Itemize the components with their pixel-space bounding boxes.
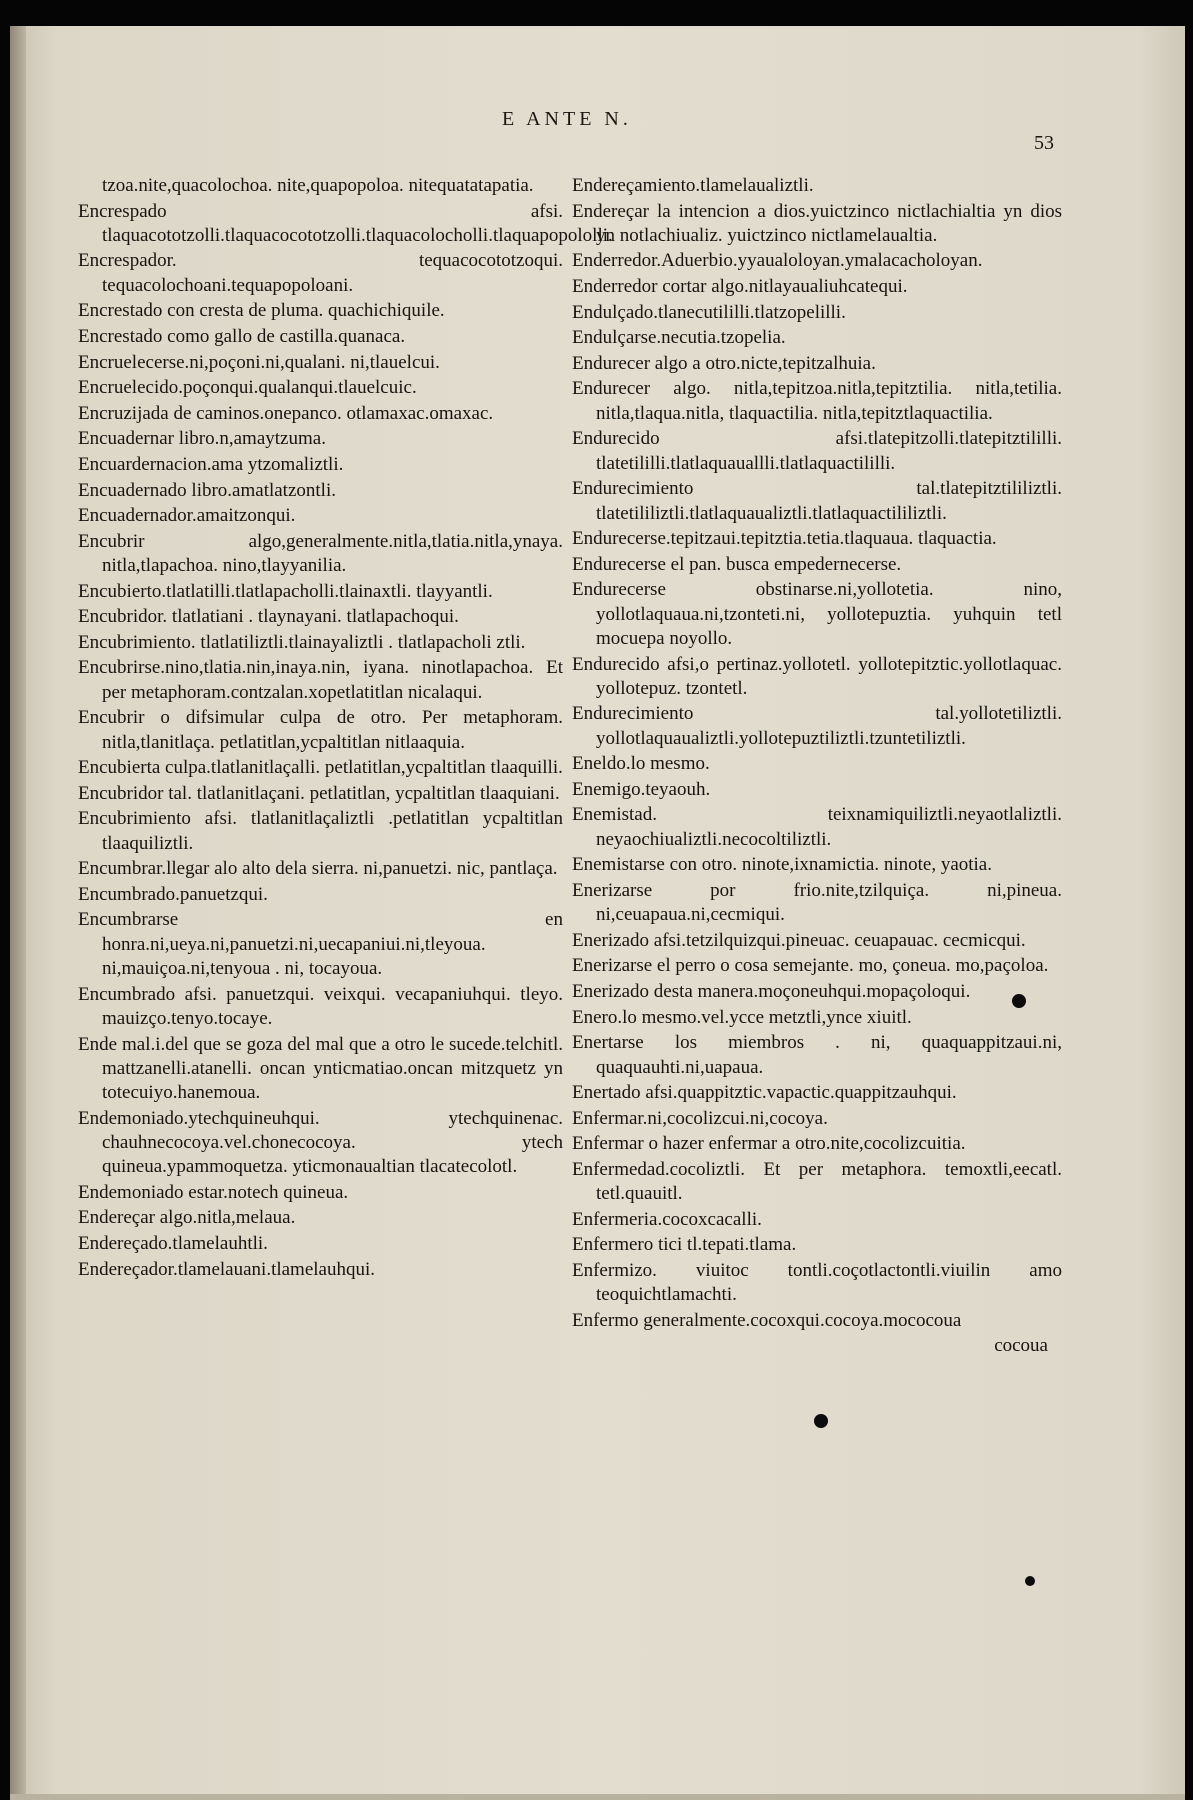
dictionary-entry: Enfermar.ni,cocolizcui.ni,cocoya. xyxy=(572,1107,828,1129)
dictionary-entry: Endurecido afsi,o pertinaz.yollotetl. yollotepitztic.yollotlaquac. yollotepuz. tzontetl. xyxy=(572,653,1062,699)
dictionary-entry: Enderredor.Aduerbio.yyaualoloyan.ymalacacholoyan. xyxy=(572,250,983,272)
dictionary-entry: Endemoniado.ytechquineuhqui. ytechquinenac. chauhnecocoya.vel.chonecocoya. ytech quineua.ypammoquetza. yticmonaualtian tlacatecolotl. xyxy=(78,1107,563,1178)
dictionary-entry: Enfermo generalmente.cocoxqui.cocoya.mococoua xyxy=(572,1309,962,1331)
dictionary-entry: Encumbrado afsi. panuetzqui. veixqui. vecapaniuhqui. tleyo. mauizço.tenyo.tocaye. xyxy=(78,983,563,1029)
dictionary-entry: Enemistarse con otro. ninote,ixnamictia. ninote, yaotia. xyxy=(572,854,992,876)
dictionary-entry: Encubrimiento afsi. tlatlanitlaçaliztli .petlatitlan ycpaltitlan tlaaquiliztli. xyxy=(78,808,563,854)
dictionary-entry: Encubridor tal. tlatlanitlaçani. petlatitlan, ycpaltitlan tlaaquiani. xyxy=(78,782,560,804)
dictionary-entry: Encumbrado.panuetzqui. xyxy=(78,883,268,905)
dictionary-entry: Encruzijada de caminos.onepanco. otlamaxac.omaxac. xyxy=(78,402,494,424)
catchword: cocoua xyxy=(994,1335,1048,1357)
dictionary-entry: Endurecerse el pan. busca empedernecerse. xyxy=(572,553,902,575)
ink-blot xyxy=(1025,1576,1035,1586)
dictionary-entry: Encruelecerse.ni,poçoni.ni,qualani. ni,tlauelcui. xyxy=(78,351,440,373)
dictionary-entry: Encubrir algo,generalmente.nitla,tlatia.nitla,ynaya. nitla,tlapachoa. nino,tlayyanilia. xyxy=(78,530,563,577)
dictionary-entry: Endurecerse obstinarse.ni,yollotetia. nino, yollotlaquaua.ni,tzonteti.ni, yollotepuztia. yuhquin tetl mocuepa noyollo. xyxy=(572,579,1062,649)
dictionary-entry: Enderredor cortar algo.nitlayaualiuhcatequi. xyxy=(572,276,908,298)
dictionary-entry: tzoa.nite,quacolochoa. nite,quapopoloa. nitequatatapatia. xyxy=(102,175,534,196)
dictionary-entry: Encuadernador.amaitzonqui. xyxy=(78,505,296,527)
dictionary-entry: Enertado afsi.quappitztic.vapactic.quappitzauhqui. xyxy=(572,1082,957,1104)
dictionary-entry: Enero.lo mesmo.vel.ycce metztli,ynce xiuitl. xyxy=(572,1006,912,1028)
dictionary-entry: Encrestado como gallo de castilla.quanaca. xyxy=(78,325,406,347)
dictionary-entry: Endereçar algo.nitla,melaua. xyxy=(78,1207,296,1229)
dictionary-entry: Ende mal.i.del que se goza del mal que a otro le sucede.telchitl. mattzanelli.atanelli. oncan ynticmatiao.oncan mitzquetz yn totecuiyo.hanemoua. xyxy=(78,1033,563,1104)
dictionary-entry: Encubrir o difsimular culpa de otro. Per metaphoram. nitla,tlanitlaça. petlatitlan,ycpaltitlan nitlaaquia. xyxy=(78,707,563,753)
ink-blot xyxy=(814,1414,828,1428)
dictionary-entry: Enfermero tici tl.tepati.tlama. xyxy=(572,1234,797,1256)
dictionary-entry: Enfermizo. viuitoc tontli.coçotlactontli.viuilin amo teoquichtlamachti. xyxy=(572,1259,1062,1306)
dictionary-entry: Endurecer algo. nitla,tepitzoa.nitla,tepitztilia. nitla,tetilia. nitla,tlaqua.nitla, tlaquactilia. nitla,tepitztlaquactilia. xyxy=(572,378,1062,424)
dictionary-entry: Enertarse los miembros . ni, quaquappitzaui.ni, quaquauhti.ni,uapaua. xyxy=(572,1032,1062,1078)
dictionary-entry: Endurecimiento tal.yollotetiliztli. yollotlaquaualiztli.yollotepuztiliztli.tzuntetiliztli. xyxy=(572,703,1062,749)
dictionary-entry: Enemigo.teyaouh. xyxy=(572,778,711,800)
dictionary-entry: Enfermeria.cocoxcacalli. xyxy=(572,1208,762,1230)
dictionary-entry: Enerizado afsi.tetzilquizqui.pineuac. ceuapauac. cecmicqui. xyxy=(572,929,1026,951)
dictionary-entry: Enfermar o hazer enfermar a otro.nite,cocolizcuitia. xyxy=(572,1133,966,1155)
dictionary-entry: Enerizarse el perro o cosa semejante. mo, çoneua. mo,paçoloa. xyxy=(572,955,1049,977)
dictionary-entry: Endurecer algo a otro.nicte,tepitzalhuia. xyxy=(572,352,876,374)
book-page xyxy=(10,26,1185,1800)
dictionary-entry: Endereçado.tlamelauhtli. xyxy=(78,1233,268,1255)
dictionary-entry: Encrespador. tequacocototzoqui. tequacolochoani.tequapopoloani. xyxy=(78,250,563,296)
dictionary-entry: Endulçado.tlanecutililli.tlatzopelilli. xyxy=(572,301,846,323)
dictionary-entry: Endurecerse.tepitzaui.tepitztia.tetia.tlaquaua. tlaquactia. xyxy=(572,528,997,550)
dictionary-entry: Endemoniado estar.notech quineua. xyxy=(78,1181,349,1203)
running-head: E ANTE N. xyxy=(502,108,632,130)
dictionary-entry: Endereçamiento.tlamelaualiztli. xyxy=(572,175,814,196)
dictionary-entry: Encubierta culpa.tlatlanitlaçalli. petlatitlan,ycpaltitlan tlaaquilli. xyxy=(78,757,563,779)
dictionary-entry: Encubrirse.nino,tlatia.nin,inaya.nin, iyana. ninotlapachoa. Et per metaphoram.contzalan.xopetlatitlan nicalaqui. xyxy=(78,657,563,703)
dictionary-entry: Encuadernado libro.amatlatzontli. xyxy=(78,479,336,501)
dictionary-entry: Encumbrar.llegar alo alto dela sierra. ni,panuetzi. nic, pantlaça. xyxy=(78,858,558,880)
dictionary-entry: Endereçar la intencion a dios.yuictzinco nictlachialtia yn dios yn notlachiualiz. yuictzinco nictlamelaualtia. xyxy=(572,200,1062,246)
dictionary-entry: Encubridor. tlatlatiani . tlaynayani. tlatlapachoqui. xyxy=(78,606,459,628)
dictionary-entry: Encubrimiento. tlatlatiliztli.tlainayaliztli . tlatlapacholi ztli. xyxy=(78,631,526,653)
dictionary-entry: Encumbrarse en honra.ni,ueya.ni,panuetzi.ni,uecapaniui.ni,tleyoua. ni,mauiçoa.ni,tenyoua . ni, tocayoua. xyxy=(78,909,563,980)
previous-page-edge xyxy=(10,26,26,1800)
left-column xyxy=(78,174,613,1283)
page-bottom-edge xyxy=(10,1794,1185,1800)
dictionary-entry: Encuadernar libro.n,amaytzuma. xyxy=(78,428,326,450)
dictionary-entry: Encrespado afsi. tlaquacototzolli.tlaquacocototzolli.tlaquacolocholli.tlaquapopololli. xyxy=(78,200,613,246)
dictionary-entry: Enemistad. teixnamiquiliztli.neyaotlaliztli. neyaochiualiztli.necocoltiliztli. xyxy=(572,804,1062,850)
ink-blot xyxy=(1012,994,1026,1008)
dictionary-entry: Encrestado con cresta de pluma. quachichiquile. xyxy=(78,300,445,322)
dictionary-entry: Endulçarse.necutia.tzopelia. xyxy=(572,327,786,349)
dictionary-entry: Encuardernacion.ama ytzomaliztli. xyxy=(78,453,344,475)
dictionary-entry: Enerizarse por frio.nite,tzilquiça. ni,pineua. ni,ceuapaua.ni,cecmiqui. xyxy=(572,879,1062,926)
dictionary-entry: Endurecimiento tal.tlatepitztililiztli. tlatetililiztli.tlatlaquaualiztli.tlatlaquactililiztli. xyxy=(572,478,1062,524)
dictionary-entry: Encruelecido.poçonqui.qualanqui.tlauelcuic. xyxy=(78,377,417,399)
dictionary-entry: Encubierto.tlatlatilli.tlatlapacholli.tlainaxtli. tlayyantli. xyxy=(78,580,493,602)
right-column xyxy=(572,174,1062,1359)
page-number: 53 xyxy=(1034,132,1054,154)
dictionary-entry: Enerizado desta manera.moçoneuhqui.mopaçoloqui. xyxy=(572,981,971,1003)
dictionary-entry: Endurecido afsi.tlatepitzolli.tlatepitztililli. tlatetililli.tlatlaquauallli.tlatlaquactililli. xyxy=(572,428,1062,474)
dictionary-entry: Eneldo.lo mesmo. xyxy=(572,753,710,775)
dictionary-entry: Endereçador.tlamelauani.tlamelauhqui. xyxy=(78,1258,376,1280)
dictionary-entry: Enfermedad.cocoliztli. Et per metaphora. temoxtli,eecatl. tetl.quauitl. xyxy=(572,1158,1062,1205)
